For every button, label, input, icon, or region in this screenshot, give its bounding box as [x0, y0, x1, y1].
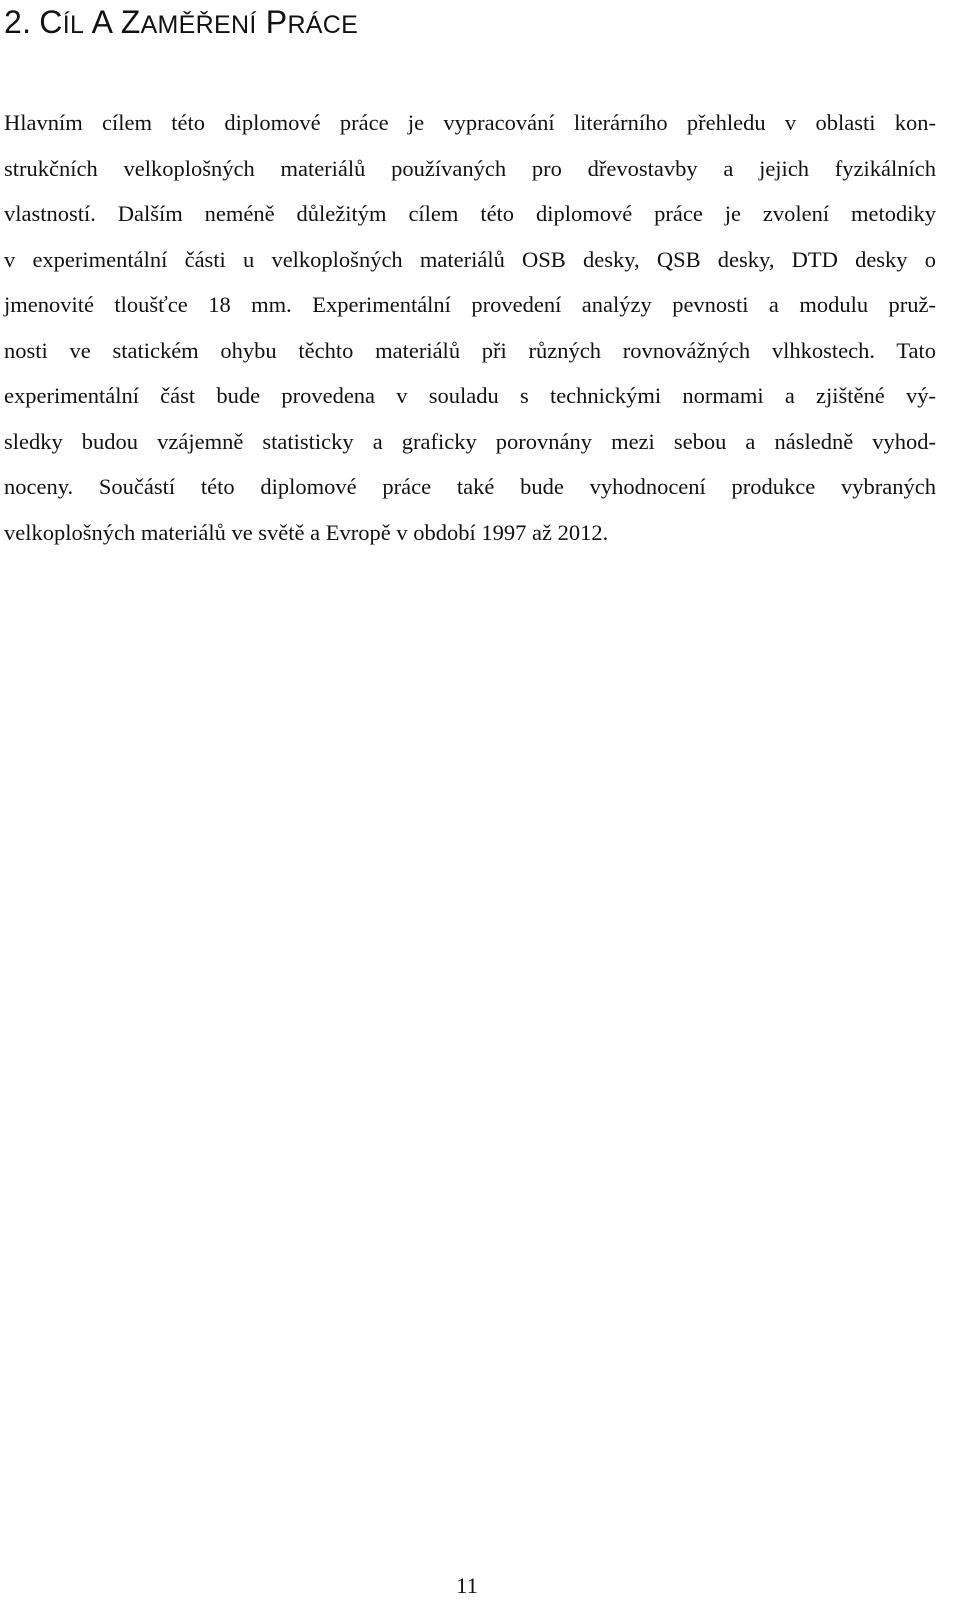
- paragraph-line: noceny. Součástí této diplomové práce také bude vyhodnocení produkce vybraných: [4, 474, 936, 499]
- paragraph-line: experimentální část bude provedena v souladu s technickými normami a zjištěné vý-: [4, 383, 936, 408]
- paragraph-line: jmenovité tloušťce 18 mm. Experimentální provedení analýzy pevnosti a modulu pruž-: [4, 292, 936, 317]
- page-number: 11: [456, 1573, 478, 1598]
- section-heading: 2. CÍL A ZAMĚŘENÍ PRÁCE: [4, 4, 359, 40]
- paragraph-line: Hlavním cílem této diplomové práce je vypracování literárního přehledu v oblasti kon-: [4, 110, 936, 135]
- paragraph-line: v experimentální části u velkoplošných materiálů OSB desky, QSB desky, DTD desky o: [4, 246, 936, 272]
- body-paragraph: [4, 100, 936, 555]
- paragraph-line: velkoplošných materiálů ve světě a Evropě v období 1997 až 2012.: [4, 519, 609, 545]
- section-number: 2.: [4, 4, 32, 40]
- paragraph-line: strukčních velkoplošných materiálů používaných pro dřevostavby a jejich fyzikálních: [4, 155, 936, 181]
- paragraph-line: vlastností. Dalším neméně důležitým cílem této diplomové práce je zvolení metodiky: [4, 201, 936, 226]
- paragraph-line: nosti ve statickém ohybu těchto materiálů při různých rovnovážných vlhkostech. Tato: [4, 337, 936, 363]
- paragraph-line: sledky budou vzájemně statisticky a graficky porovnány mezi sebou a následně vyhod-: [4, 428, 936, 454]
